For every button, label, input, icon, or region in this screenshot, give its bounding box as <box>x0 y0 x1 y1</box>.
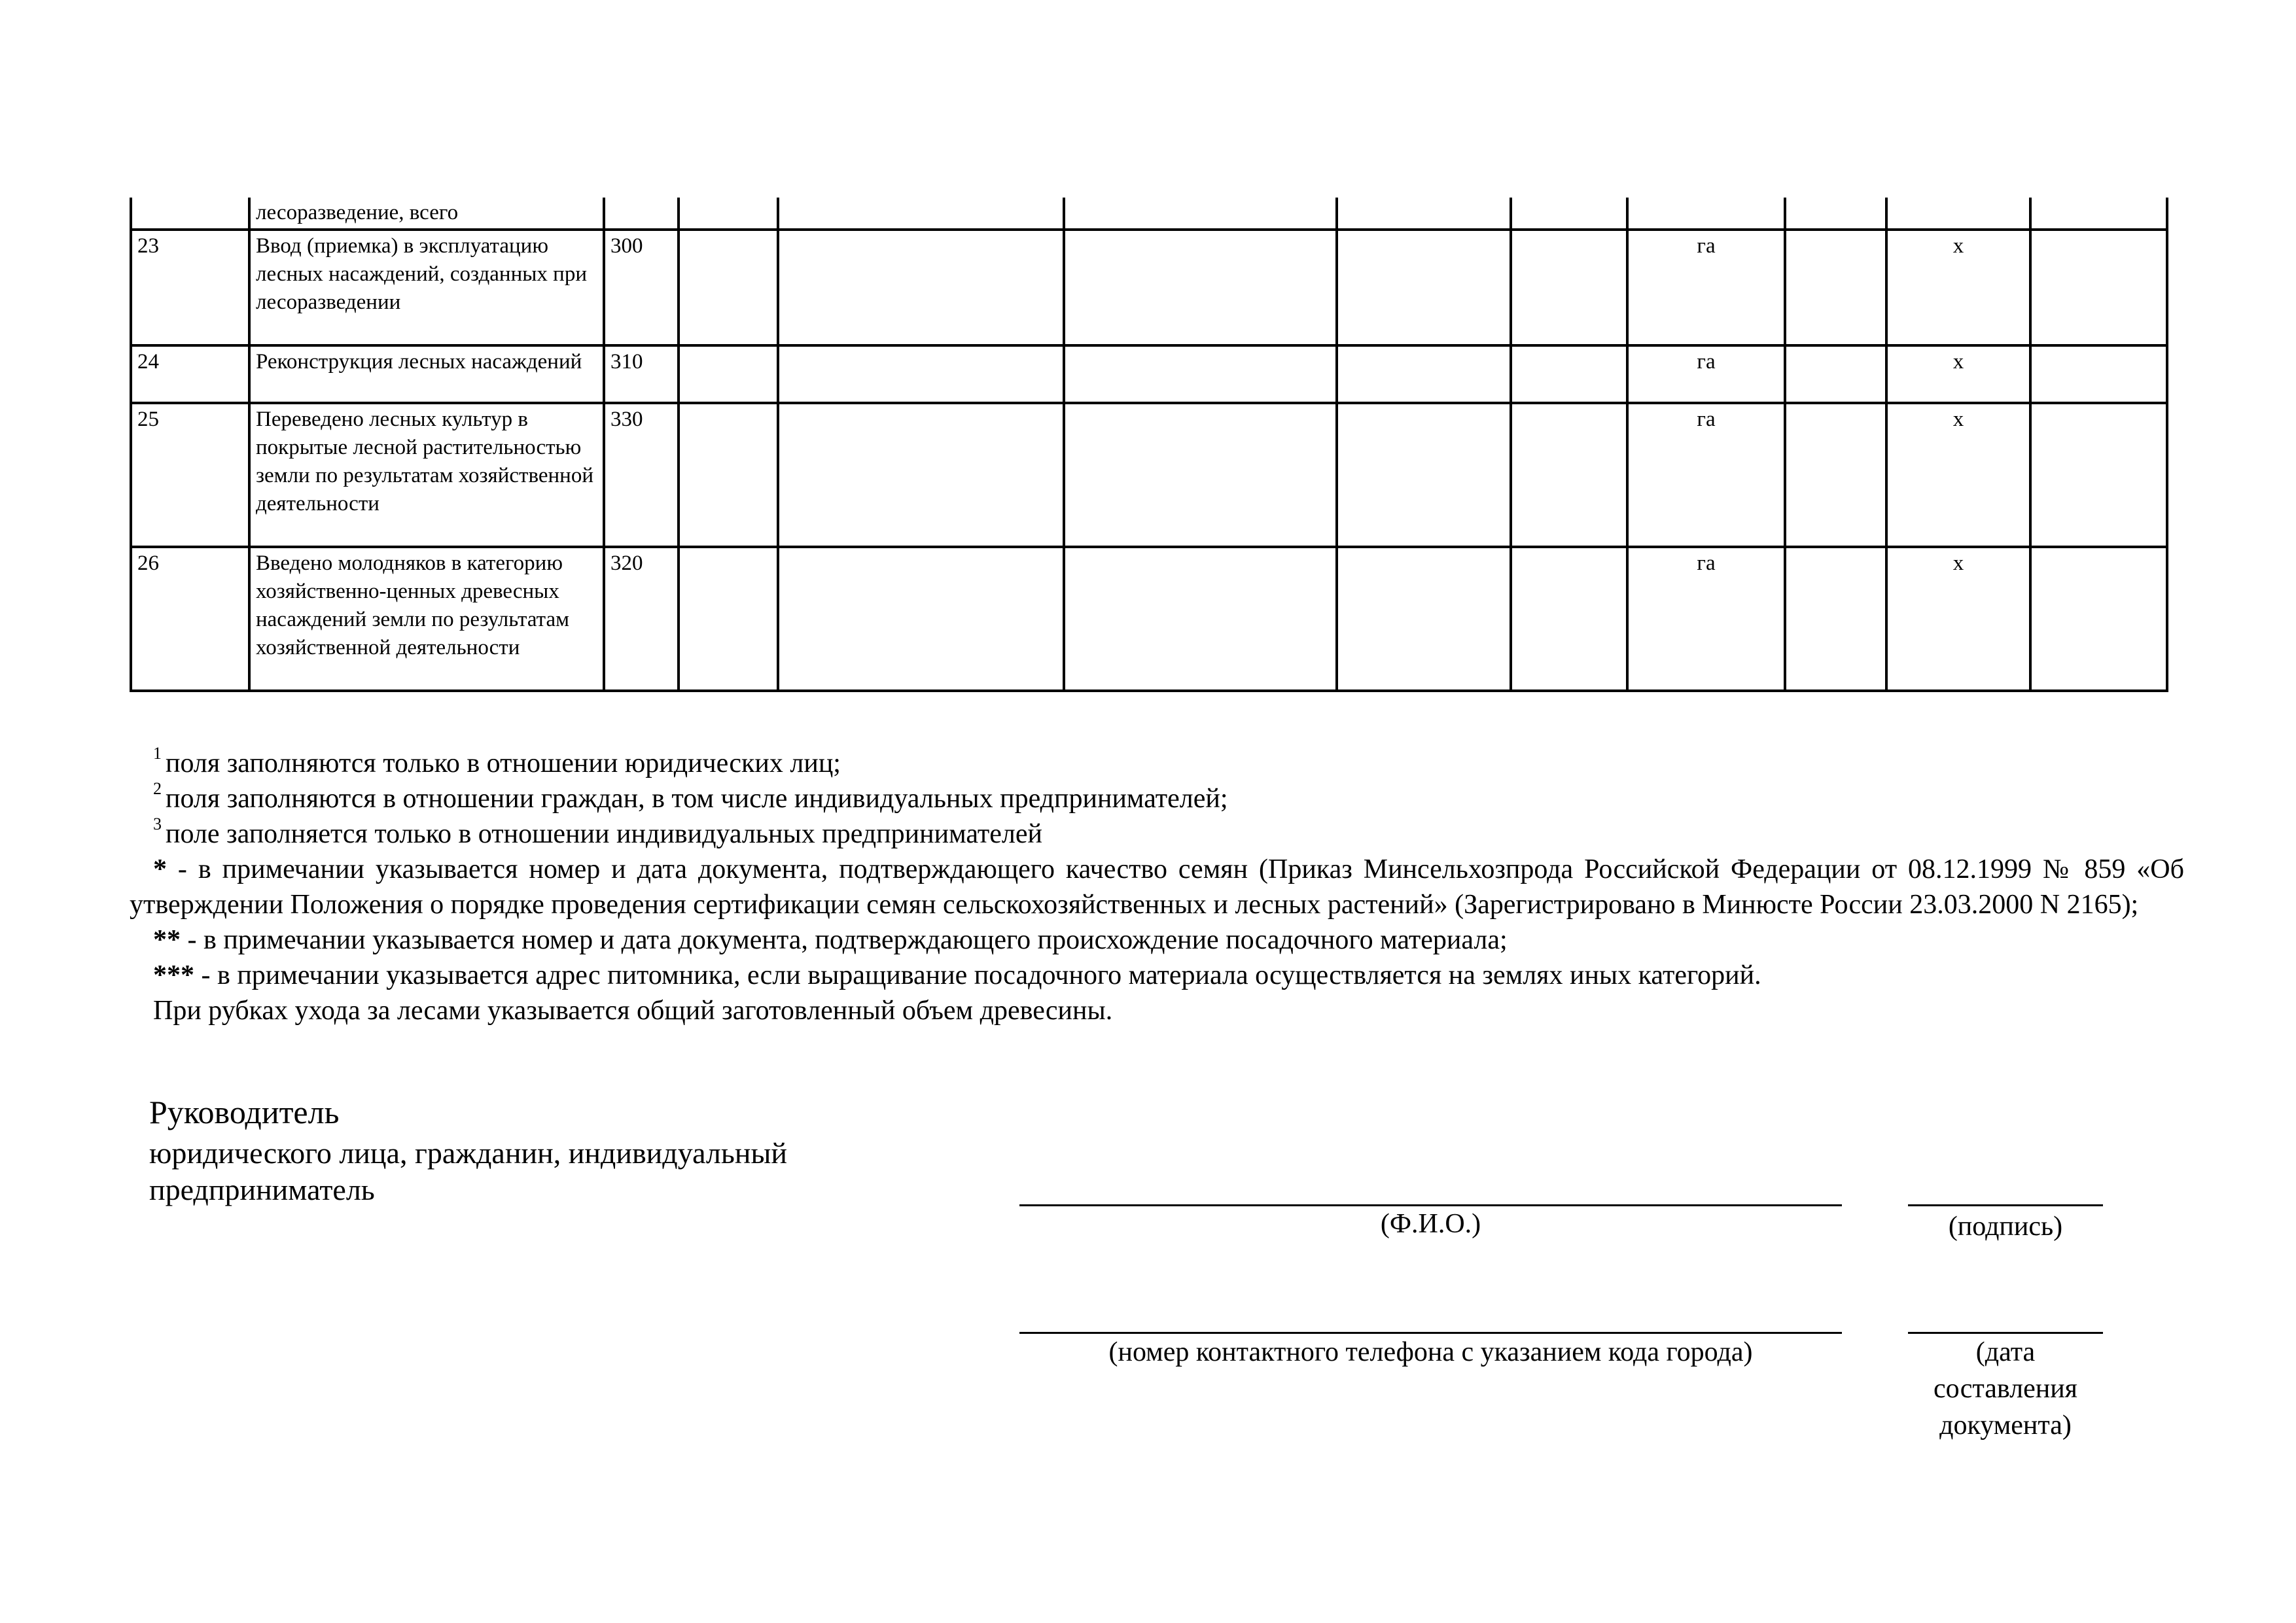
date-label-line: документа) <box>1939 1410 2072 1440</box>
table-cell-title: Ввод (приемка) в эксплуатацию лесных насаждений, созданных при лесоразведении <box>249 230 604 345</box>
footnote-star-3 <box>130 958 2184 993</box>
table-cell-num: 25 <box>131 403 249 547</box>
footnote-text: - в примечании указывается номер и дата документа, подтверждающего происхождение посадочного материала; <box>181 925 1508 955</box>
table-cell-empty <box>604 198 679 230</box>
table-cell-empty <box>1064 403 1337 547</box>
table-cell-empty <box>778 547 1064 691</box>
sign-signature-line[interactable] <box>1908 1204 2103 1206</box>
table-cell-title: лесоразведение, всего <box>249 198 604 230</box>
table-cell-empty <box>1064 198 1337 230</box>
date-label-line: (дата <box>1975 1337 2036 1367</box>
table-cell-empty <box>131 198 249 230</box>
table-cell-code: 320 <box>604 547 679 691</box>
table-cell-title: Введено молодняков в категорию хозяйственно-ценных древесных насаждений земли по результатам хозяйственной деятельности <box>249 547 604 691</box>
table-cell-empty <box>2030 345 2167 403</box>
table-row <box>131 547 2167 691</box>
table-cell-empty <box>2030 230 2167 345</box>
table-cell-code: 330 <box>604 403 679 547</box>
footnote-marker: 2 <box>153 779 162 798</box>
footnote-3 <box>130 816 2184 852</box>
footnote-text: поля заполняются только в отношении юридических лиц; <box>166 748 841 778</box>
table-cell-empty <box>778 198 1064 230</box>
table-cell-empty <box>1064 345 1337 403</box>
table-row <box>131 345 2167 403</box>
signer-role-title: Руководитель <box>149 1094 340 1130</box>
table-cell-empty <box>1337 230 1511 345</box>
table-cell-empty <box>1785 345 1886 403</box>
date-label <box>1908 1334 2103 1444</box>
table-cell-code: 310 <box>604 345 679 403</box>
table-cell-empty <box>1064 547 1337 691</box>
signer-role-line: предприниматель <box>149 1173 375 1206</box>
footnote-text: - в примечании указывается номер и дата документа, подтверждающего качество семян (Приказ Минсельхозпрода Российской Федерации от 08.12.1999 № 859 «Об утверждении Положения о порядке проведения сертификации семян сельскохозяйственных и лесных растений» (Зарегистрировано в Минюсте России 23.03.2000 N 2165); <box>130 854 2184 920</box>
table-cell-code: 300 <box>604 230 679 345</box>
table-cell-empty <box>679 198 778 230</box>
footnote-text: поле заполняется только в отношении индивидуальных предпринимателей <box>166 819 1043 849</box>
table-cell-mark: х <box>1886 403 2030 547</box>
table-cell-title: Реконструкция лесных насаждений <box>249 345 604 403</box>
footnote-marker: *** <box>153 960 194 990</box>
table-cell-mark: х <box>1886 230 2030 345</box>
table-cell-empty <box>2030 403 2167 547</box>
footnote-marker: 3 <box>153 814 162 833</box>
table-cell-empty <box>778 230 1064 345</box>
report-table <box>130 198 2168 692</box>
table-cell-empty <box>1511 403 1627 547</box>
table-cell-empty <box>1337 198 1511 230</box>
table-cell-empty <box>1511 547 1627 691</box>
table-cell-empty <box>1785 198 1886 230</box>
table-cell-num: 24 <box>131 345 249 403</box>
table-cell-empty <box>679 230 778 345</box>
footnote-star-1 <box>130 852 2184 922</box>
table-cell-unit: га <box>1627 230 1785 345</box>
footnote-text: - в примечании указывается адрес питомника, если выращивание посадочного материала осуществляется на землях иных категорий. <box>194 960 1761 990</box>
table-cell-num: 23 <box>131 230 249 345</box>
footnote-1 <box>130 746 2184 781</box>
date-label-line: составления <box>1934 1374 2077 1404</box>
footnote-marker: ** <box>153 925 181 955</box>
table-cell-num: 26 <box>131 547 249 691</box>
table-cell-empty <box>778 403 1064 547</box>
table-cell-empty <box>1511 198 1627 230</box>
signer-block <box>149 1089 787 1208</box>
footnote-2 <box>130 781 2184 816</box>
table-cell-empty <box>1511 230 1627 345</box>
table-cell-empty <box>679 345 778 403</box>
phone-label: (номер контактного телефона с указанием кода города) <box>1108 1337 1753 1367</box>
footnote-marker: 1 <box>153 744 162 763</box>
table-cell-unit: га <box>1627 345 1785 403</box>
table-row <box>131 403 2167 547</box>
fio-label: (Ф.И.О.) <box>1380 1209 1481 1239</box>
table-cell-empty <box>1064 230 1337 345</box>
sign-label: (подпись) <box>1948 1212 2063 1242</box>
table-cell-empty <box>1511 345 1627 403</box>
table-cell-title: Переведено лесных культур в покрытые лесной растительностью земли по результатам хозяйственной деятельности <box>249 403 604 547</box>
table-cell-empty <box>778 345 1064 403</box>
table-cell-empty <box>1886 198 2030 230</box>
table-cell-empty <box>1337 547 1511 691</box>
table-cell-empty <box>679 403 778 547</box>
table-cell-empty <box>1337 403 1511 547</box>
table-cell-empty <box>1627 198 1785 230</box>
table-row-continuation <box>131 198 2167 230</box>
table-cell-empty <box>679 547 778 691</box>
table-cell-mark: х <box>1886 547 2030 691</box>
table-cell-empty <box>2030 198 2167 230</box>
table-cell-empty <box>1785 547 1886 691</box>
footnote-text: поля заполняются в отношении граждан, в том числе индивидуальных предпринимателей; <box>166 784 1228 814</box>
signer-role-line: юридического лица, гражданин, индивидуальный <box>149 1136 787 1170</box>
table-cell-empty <box>1337 345 1511 403</box>
table-row <box>131 230 2167 345</box>
table-cell-mark: х <box>1886 345 2030 403</box>
table-cell-unit: га <box>1627 547 1785 691</box>
footnote-note: При рубках ухода за лесами указывается общий заготовленный объем древесины. <box>153 996 1113 1026</box>
table-cell-empty <box>2030 547 2167 691</box>
footnote-star-2 <box>130 922 2184 958</box>
footnote-marker: * <box>153 854 167 884</box>
table-cell-empty <box>1785 230 1886 345</box>
table-cell-unit: га <box>1627 403 1785 547</box>
table-cell-empty <box>1785 403 1886 547</box>
footnotes <box>130 746 2184 1028</box>
